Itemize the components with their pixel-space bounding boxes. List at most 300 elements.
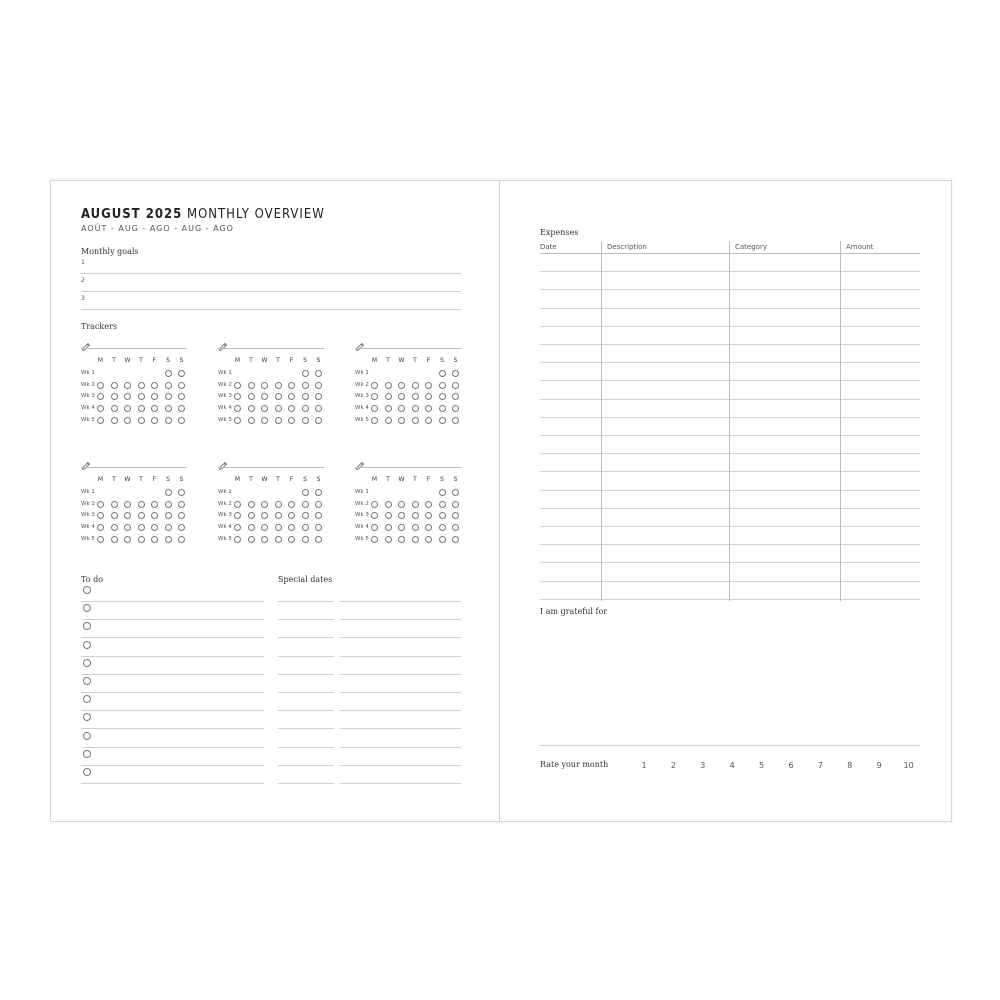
tracker-circle[interactable] xyxy=(151,536,158,543)
tracker-circle[interactable] xyxy=(275,524,282,531)
tracker-circle[interactable] xyxy=(111,524,118,531)
tracker-circle[interactable] xyxy=(371,393,378,400)
todo-item[interactable] xyxy=(81,765,264,784)
tracker-circle[interactable] xyxy=(97,512,104,519)
tracker-circle[interactable] xyxy=(124,501,131,508)
tracker-circle[interactable] xyxy=(234,536,241,543)
todo-item[interactable] xyxy=(81,747,264,766)
goal-row[interactable] xyxy=(81,255,461,274)
tracker-circle[interactable] xyxy=(275,405,282,412)
tracker-circle[interactable] xyxy=(371,417,378,424)
special-date-note[interactable] xyxy=(340,710,461,729)
tracker-circle[interactable] xyxy=(138,382,145,389)
tracker-circle[interactable] xyxy=(439,417,446,424)
tracker-circle[interactable] xyxy=(138,501,145,508)
tracker-circle[interactable] xyxy=(288,524,295,531)
tracker-circle[interactable] xyxy=(425,512,432,519)
week-label: Wk 1 xyxy=(355,370,369,376)
week-label: Wk 2 xyxy=(355,500,369,507)
tracker-circle[interactable] xyxy=(97,382,104,389)
special-date-day[interactable] xyxy=(278,619,334,638)
tracker-circle[interactable] xyxy=(315,393,322,400)
tracker-circle[interactable] xyxy=(302,370,309,377)
tracker-circle[interactable] xyxy=(398,524,405,531)
tracker-circle[interactable] xyxy=(165,512,172,519)
tracker-circle[interactable] xyxy=(371,405,378,412)
tracker-circle[interactable] xyxy=(302,501,309,508)
weekday-label: S xyxy=(179,357,184,364)
special-date-day[interactable] xyxy=(278,638,334,657)
tracker-circle[interactable] xyxy=(452,382,459,389)
tracker-circle[interactable] xyxy=(398,512,405,519)
special-date-day[interactable] xyxy=(278,710,334,729)
tracker-circle[interactable] xyxy=(111,536,118,543)
week-label: Wk 4 xyxy=(218,524,232,531)
tracker-circle[interactable] xyxy=(248,512,255,519)
tracker-name-line[interactable] xyxy=(81,348,187,349)
tracker-circle[interactable] xyxy=(302,512,309,519)
tracker-circle[interactable] xyxy=(302,393,309,400)
tracker-circle[interactable] xyxy=(97,393,104,400)
tracker-circle[interactable] xyxy=(452,370,459,377)
tracker-circle[interactable] xyxy=(275,536,282,543)
week-label: Wk 5 xyxy=(355,416,369,423)
tracker-circle[interactable] xyxy=(371,501,378,508)
tracker-circle[interactable] xyxy=(315,405,322,412)
tracker-circle[interactable] xyxy=(425,405,432,412)
rate-divider xyxy=(540,745,920,746)
todo-item[interactable] xyxy=(81,619,264,638)
table-row[interactable] xyxy=(540,581,920,582)
special-date-note[interactable] xyxy=(340,638,461,657)
tracker-circle[interactable] xyxy=(452,501,459,508)
tracker-circle[interactable] xyxy=(425,417,432,424)
rating-option[interactable]: 9 xyxy=(876,761,882,770)
tracker-circle[interactable] xyxy=(178,536,185,543)
todo-item[interactable] xyxy=(81,601,264,620)
checkbox-circle[interactable] xyxy=(83,659,91,667)
title-month: AUGUST 2025 xyxy=(81,207,183,222)
tracker-circle[interactable] xyxy=(439,489,446,496)
special-date-note[interactable] xyxy=(340,747,461,766)
weekday-label: W xyxy=(261,357,268,364)
tracker-circle[interactable] xyxy=(385,512,392,519)
tracker-name-line[interactable] xyxy=(218,348,324,349)
week-label: Wk 4 xyxy=(218,405,232,412)
tracker-circle[interactable] xyxy=(138,524,145,531)
tracker-circle[interactable] xyxy=(315,501,322,508)
tracker-circle[interactable] xyxy=(412,382,419,389)
tracker-circle[interactable] xyxy=(439,524,446,531)
tracker-circle[interactable] xyxy=(275,512,282,519)
tracker-name-line[interactable] xyxy=(81,467,187,468)
tracker-circle[interactable] xyxy=(275,382,282,389)
tracker-circle[interactable] xyxy=(452,512,459,519)
week-label: Wk 5 xyxy=(81,535,95,542)
tracker-circle[interactable] xyxy=(178,524,185,531)
checkbox-circle[interactable] xyxy=(83,732,91,740)
special-date-note[interactable] xyxy=(340,601,461,620)
tracker-circle[interactable] xyxy=(371,382,378,389)
checkbox-circle[interactable] xyxy=(83,768,91,776)
table-header-line xyxy=(540,253,920,254)
tracker-circle[interactable] xyxy=(261,501,268,508)
tracker-circle[interactable] xyxy=(439,405,446,412)
tracker-circle[interactable] xyxy=(138,405,145,412)
tracker-circle[interactable] xyxy=(452,489,459,496)
tracker-circle[interactable] xyxy=(315,512,322,519)
tracker-circle[interactable] xyxy=(151,524,158,531)
tracker-circle[interactable] xyxy=(178,382,185,389)
tracker-circle[interactable] xyxy=(398,382,405,389)
rating-option[interactable]: 2 xyxy=(670,761,676,770)
tracker-circle[interactable] xyxy=(412,512,419,519)
tracker-circle[interactable] xyxy=(165,417,172,424)
tracker-circle[interactable] xyxy=(439,370,446,377)
table-row[interactable] xyxy=(540,544,920,545)
tracker-circle[interactable] xyxy=(111,405,118,412)
tracker-circle[interactable] xyxy=(371,512,378,519)
table-row[interactable] xyxy=(540,289,920,290)
table-row[interactable] xyxy=(540,417,920,418)
tracker-circle[interactable] xyxy=(275,393,282,400)
tracker-circle[interactable] xyxy=(248,405,255,412)
tracker-circle[interactable] xyxy=(124,512,131,519)
special-date-day[interactable] xyxy=(278,692,334,711)
tracker-circle[interactable] xyxy=(275,417,282,424)
special-date-note[interactable] xyxy=(340,729,461,748)
tracker-circle[interactable] xyxy=(398,536,405,543)
tracker-circle[interactable] xyxy=(261,524,268,531)
tracker-circle[interactable] xyxy=(288,512,295,519)
tracker-circle[interactable] xyxy=(165,524,172,531)
tracker-circle[interactable] xyxy=(452,524,459,531)
tracker-circle[interactable] xyxy=(248,501,255,508)
checkbox-circle[interactable] xyxy=(83,622,91,630)
tracker-circle[interactable] xyxy=(234,405,241,412)
tracker-circle[interactable] xyxy=(275,501,282,508)
tracker-circle[interactable] xyxy=(261,382,268,389)
tracker-circle[interactable] xyxy=(165,405,172,412)
tracker-circle[interactable] xyxy=(425,524,432,531)
tracker-circle[interactable] xyxy=(138,536,145,543)
tracker-circle[interactable] xyxy=(178,405,185,412)
tracker-circle[interactable] xyxy=(439,393,446,400)
tracker-circle[interactable] xyxy=(315,536,322,543)
todo-item[interactable] xyxy=(81,710,264,729)
tracker-circle[interactable] xyxy=(165,489,172,496)
page-subtitle: AOÛT - AUG - AGO - AUG - AGO xyxy=(81,224,234,233)
todo-item[interactable] xyxy=(81,729,264,748)
tracker-circle[interactable] xyxy=(234,417,241,424)
weekday-label: T xyxy=(386,357,390,364)
tracker-circle[interactable] xyxy=(398,405,405,412)
tracker-circle[interactable] xyxy=(302,382,309,389)
table-row[interactable] xyxy=(540,562,920,563)
table-row[interactable] xyxy=(540,271,920,272)
tracker-circle[interactable] xyxy=(412,405,419,412)
special-date-note[interactable] xyxy=(340,583,461,602)
checkbox-circle[interactable] xyxy=(83,713,91,721)
tracker-circle[interactable] xyxy=(371,524,378,531)
tracker-circle[interactable] xyxy=(124,382,131,389)
checkbox-circle[interactable] xyxy=(83,750,91,758)
table-row[interactable] xyxy=(540,471,920,472)
week-label: Wk 4 xyxy=(81,524,95,531)
tracker-circle[interactable] xyxy=(165,370,172,377)
special-date-note[interactable] xyxy=(340,692,461,711)
tracker-circle[interactable] xyxy=(124,393,131,400)
tracker-circle[interactable] xyxy=(288,405,295,412)
tracker-circle[interactable] xyxy=(151,382,158,389)
table-row[interactable] xyxy=(540,326,920,327)
weekday-label: W xyxy=(124,476,131,483)
tracker-circle[interactable] xyxy=(248,393,255,400)
tracker-circle[interactable] xyxy=(302,536,309,543)
tracker-circle[interactable] xyxy=(452,536,459,543)
tracker-circle[interactable] xyxy=(151,512,158,519)
tracker-circle[interactable] xyxy=(97,524,104,531)
table-row[interactable] xyxy=(540,526,920,527)
checkbox-circle[interactable] xyxy=(83,677,91,685)
monthly-goals-label: Monthly goals xyxy=(81,247,139,256)
weekday-label: M xyxy=(234,357,241,364)
tracker-circle[interactable] xyxy=(439,536,446,543)
tracker-circle[interactable] xyxy=(124,536,131,543)
rating-option[interactable]: 5 xyxy=(759,761,765,770)
tracker-name-line[interactable] xyxy=(218,467,324,468)
table-row[interactable] xyxy=(540,490,920,491)
goal-number: 3 xyxy=(81,295,85,302)
tracker-circle[interactable] xyxy=(248,417,255,424)
grateful-area[interactable] xyxy=(540,621,920,745)
rating-option[interactable]: 3 xyxy=(700,761,706,770)
tracker-circle[interactable] xyxy=(398,393,405,400)
special-date-note[interactable] xyxy=(340,619,461,638)
tracker-circle[interactable] xyxy=(452,393,459,400)
table-row[interactable] xyxy=(540,362,920,363)
table-row[interactable] xyxy=(540,599,920,600)
tracker-circle[interactable] xyxy=(315,489,322,496)
table-row[interactable] xyxy=(540,435,920,436)
title-rest: MONTHLY OVERVIEW xyxy=(186,207,325,222)
special-date-day[interactable] xyxy=(278,729,334,748)
tracker-circle[interactable] xyxy=(234,524,241,531)
tracker-circle[interactable] xyxy=(302,405,309,412)
tracker-circle[interactable] xyxy=(385,417,392,424)
rating-option[interactable]: 8 xyxy=(847,761,853,770)
tracker-circle[interactable] xyxy=(234,382,241,389)
tracker-circle[interactable] xyxy=(439,501,446,508)
special-date-day[interactable] xyxy=(278,601,334,620)
weekday-label: W xyxy=(398,476,405,483)
tracker-circle[interactable] xyxy=(111,417,118,424)
todo-item[interactable] xyxy=(81,692,264,711)
tracker-circle[interactable] xyxy=(178,501,185,508)
weekday-label: T xyxy=(386,476,390,483)
tracker-circle[interactable] xyxy=(234,393,241,400)
special-date-day[interactable] xyxy=(278,583,334,602)
tracker-circle[interactable] xyxy=(124,524,131,531)
tracker-circle[interactable] xyxy=(371,536,378,543)
tracker-circle[interactable] xyxy=(165,393,172,400)
week-label: Wk 1 xyxy=(218,370,232,376)
tracker-circle[interactable] xyxy=(385,536,392,543)
tracker-circle[interactable] xyxy=(178,393,185,400)
table-row[interactable] xyxy=(540,308,920,309)
tracker-circle[interactable] xyxy=(165,536,172,543)
tracker-circle[interactable] xyxy=(97,417,104,424)
tracker-circle[interactable] xyxy=(97,536,104,543)
rating-option[interactable]: 1 xyxy=(641,761,647,770)
special-date-note[interactable] xyxy=(340,674,461,693)
todo-item[interactable] xyxy=(81,656,264,675)
tracker-circle[interactable] xyxy=(165,382,172,389)
tracker-circle[interactable] xyxy=(302,417,309,424)
tracker-circle[interactable] xyxy=(385,405,392,412)
tracker-circle[interactable] xyxy=(385,393,392,400)
tracker-circle[interactable] xyxy=(288,382,295,389)
tracker-circle[interactable] xyxy=(111,501,118,508)
goal-row[interactable] xyxy=(81,273,461,292)
tracker-circle[interactable] xyxy=(412,536,419,543)
table-column-divider xyxy=(601,241,602,601)
tracker-circle[interactable] xyxy=(111,382,118,389)
week-label: Wk 3 xyxy=(355,393,369,400)
tracker-circle[interactable] xyxy=(452,417,459,424)
tracker-circle[interactable] xyxy=(315,382,322,389)
table-row[interactable] xyxy=(540,399,920,400)
tracker-circle[interactable] xyxy=(111,393,118,400)
tracker-circle[interactable] xyxy=(302,524,309,531)
special-date-day[interactable] xyxy=(278,674,334,693)
tracker-circle[interactable] xyxy=(248,536,255,543)
tracker-circle[interactable] xyxy=(151,405,158,412)
table-row[interactable] xyxy=(540,380,920,381)
todo-item[interactable] xyxy=(81,583,264,602)
table-row[interactable] xyxy=(540,508,920,509)
tracker-circle[interactable] xyxy=(124,417,131,424)
pencil-icon xyxy=(355,456,365,466)
tracker-circle[interactable] xyxy=(288,501,295,508)
tracker-name-line[interactable] xyxy=(355,467,461,468)
rating-option[interactable]: 4 xyxy=(729,761,735,770)
tracker-circle[interactable] xyxy=(151,393,158,400)
tracker-circle[interactable] xyxy=(138,512,145,519)
tracker-circle[interactable] xyxy=(124,405,131,412)
tracker-circle[interactable] xyxy=(412,417,419,424)
checkbox-circle[interactable] xyxy=(83,586,91,594)
special-date-day[interactable] xyxy=(278,656,334,675)
tracker-circle[interactable] xyxy=(439,512,446,519)
tracker-circle[interactable] xyxy=(261,417,268,424)
todo-item[interactable] xyxy=(81,674,264,693)
tracker-circle[interactable] xyxy=(315,417,322,424)
weekday-label: T xyxy=(112,357,116,364)
weekday-label: T xyxy=(139,476,143,483)
checkbox-circle[interactable] xyxy=(83,641,91,649)
tracker-circle[interactable] xyxy=(452,405,459,412)
tracker-circle[interactable] xyxy=(261,512,268,519)
tracker-circle[interactable] xyxy=(385,501,392,508)
weekday-label: F xyxy=(152,357,157,364)
tracker-circle[interactable] xyxy=(385,382,392,389)
tracker-circle[interactable] xyxy=(288,393,295,400)
tracker-circle[interactable] xyxy=(178,512,185,519)
rating-option[interactable]: 6 xyxy=(788,761,794,770)
tracker-circle[interactable] xyxy=(261,393,268,400)
tracker-circle[interactable] xyxy=(425,382,432,389)
weekday-label: F xyxy=(289,357,294,364)
tracker-circle[interactable] xyxy=(439,382,446,389)
goal-row[interactable] xyxy=(81,291,461,310)
week-label: Wk 3 xyxy=(355,512,369,519)
tracker-circle[interactable] xyxy=(288,536,295,543)
tracker-circle[interactable] xyxy=(234,512,241,519)
tracker-circle[interactable] xyxy=(111,512,118,519)
special-date-note[interactable] xyxy=(340,656,461,675)
special-date-day[interactable] xyxy=(278,747,334,766)
tracker-circle[interactable] xyxy=(151,501,158,508)
column-header-date: Date xyxy=(540,243,557,251)
tracker-circle[interactable] xyxy=(412,393,419,400)
tracker-circle[interactable] xyxy=(398,417,405,424)
tracker-circle[interactable] xyxy=(261,405,268,412)
special-date-day[interactable] xyxy=(278,765,334,784)
weekday-label: F xyxy=(289,476,294,483)
tracker-circle[interactable] xyxy=(425,393,432,400)
tracker-circle[interactable] xyxy=(138,417,145,424)
tracker-circle[interactable] xyxy=(315,370,322,377)
expenses-label: Expenses xyxy=(540,228,579,237)
tracker-circle[interactable] xyxy=(412,501,419,508)
tracker-circle[interactable] xyxy=(178,417,185,424)
tracker-circle[interactable] xyxy=(165,501,172,508)
tracker-circle[interactable] xyxy=(178,370,185,377)
tracker-circle[interactable] xyxy=(234,501,241,508)
checkbox-circle[interactable] xyxy=(83,604,91,612)
weekday-label: W xyxy=(124,357,131,364)
tracker-circle[interactable] xyxy=(425,536,432,543)
tracker-circle[interactable] xyxy=(412,524,419,531)
tracker-circle[interactable] xyxy=(178,489,185,496)
special-date-note[interactable] xyxy=(340,765,461,784)
tracker-circle[interactable] xyxy=(248,382,255,389)
tracker-circle[interactable] xyxy=(97,501,104,508)
checkbox-circle[interactable] xyxy=(83,695,91,703)
tracker-name-line[interactable] xyxy=(355,348,461,349)
tracker-circle[interactable] xyxy=(248,524,255,531)
tracker-circle[interactable] xyxy=(315,524,322,531)
tracker-circle[interactable] xyxy=(425,501,432,508)
week-label: Wk 3 xyxy=(81,512,95,519)
pencil-icon xyxy=(218,337,228,347)
tracker-circle[interactable] xyxy=(261,536,268,543)
todo-item[interactable] xyxy=(81,638,264,657)
tracker-circle[interactable] xyxy=(398,501,405,508)
table-row[interactable] xyxy=(540,344,920,345)
tracker-circle[interactable] xyxy=(288,417,295,424)
tracker-circle[interactable] xyxy=(385,524,392,531)
tracker-circle[interactable] xyxy=(97,405,104,412)
rating-option[interactable]: 7 xyxy=(817,761,823,770)
week-label: Wk 1 xyxy=(81,370,95,376)
tracker-circle[interactable] xyxy=(151,417,158,424)
rating-option[interactable]: 10 xyxy=(903,761,914,770)
tracker-circle[interactable] xyxy=(302,489,309,496)
tracker-circle[interactable] xyxy=(138,393,145,400)
table-row[interactable] xyxy=(540,453,920,454)
